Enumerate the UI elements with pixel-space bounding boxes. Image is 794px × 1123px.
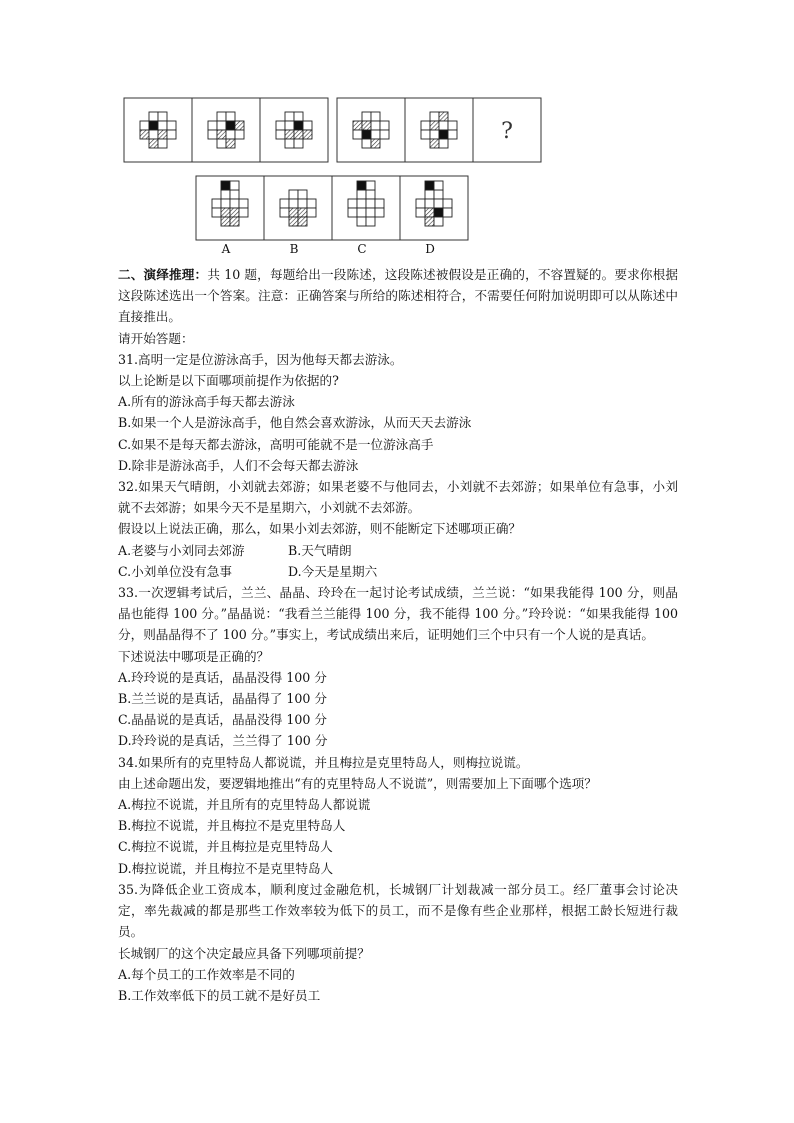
grid-cell — [430, 121, 439, 130]
grid-cell — [285, 112, 294, 121]
grid-cell — [357, 181, 366, 190]
grid-cell — [294, 121, 303, 130]
q31-stem: 31.高明一定是位游泳高手，因为他每天都去游泳。 — [118, 351, 403, 367]
grid-cell — [439, 139, 448, 148]
grid-cell — [353, 121, 362, 130]
q31-option-d: D.除非是游泳高手，人们不会每天都去游泳 — [118, 457, 359, 473]
grid-cell — [443, 208, 452, 217]
grid-cell — [357, 199, 366, 208]
grid-cell — [430, 139, 439, 148]
puzzle-figure — [0, 0, 794, 270]
grid-cell — [366, 217, 375, 226]
grid-cell — [167, 130, 176, 139]
grid-cell — [294, 139, 303, 148]
grid-cell — [434, 190, 443, 199]
grid-cell — [439, 112, 448, 121]
q34-option-b: B.梅拉不说谎，并且梅拉不是克里特岛人 — [118, 818, 346, 834]
grid-cell — [421, 121, 430, 130]
grid-cell — [285, 130, 294, 139]
grid-cell — [276, 121, 285, 130]
question-row — [124, 98, 541, 162]
grid-cell — [217, 139, 226, 148]
grid-cell — [298, 217, 307, 226]
q31-option-c: C.如果不是每天都去游泳，高明可能就不是一位游泳高手 — [118, 436, 434, 452]
grid-cell — [230, 217, 239, 226]
q32-option-c: C.小刘单位没有急事 — [118, 563, 232, 579]
grid-cell — [280, 199, 289, 208]
grid-cell — [448, 121, 457, 130]
q33-option-a: A.玲玲说的是真话，晶晶没得 100 分 — [118, 669, 327, 685]
grid-cell — [298, 208, 307, 217]
grid-cell — [158, 130, 167, 139]
grid-cell — [416, 199, 425, 208]
grid-cell — [366, 208, 375, 217]
option-label-a: A — [221, 242, 231, 256]
grid-cell — [421, 130, 430, 139]
grid-cell — [294, 112, 303, 121]
q34-option-c: C.梅拉不说谎，并且梅拉是克里特岛人 — [118, 839, 333, 855]
grid-cell — [226, 112, 235, 121]
grid-cell — [434, 217, 443, 226]
grid-cell — [221, 181, 230, 190]
grid-cell — [380, 121, 389, 130]
grid-cell — [366, 199, 375, 208]
grid-cell — [221, 199, 230, 208]
grid-cell — [303, 130, 312, 139]
grid-cell — [307, 208, 316, 217]
q32-stem: 32.如果天气晴朗，小刘就去郊游；如果老婆不与他同去，小刘就不去郊游；如果单位有急事，小刘就不去郊游；如果今天不是星期六，小刘就不去郊游。 — [118, 479, 678, 516]
q35-option-a: A.每个员工的工作效率是不同的 — [118, 966, 295, 982]
grid-cell — [221, 190, 230, 199]
q33-stem: 33.一次逻辑考试后，兰兰、晶晶、玲玲在一起讨论考试成绩，兰兰说：“如果我能得 100 分，则晶晶也能得 100 分。”晶晶说：“我看兰兰能得 100 分，我不能得 100 分。”玲玲说：“如果我能得 100 分，则晶晶得不了 100 分。”事实上，考试成绩出来后，证明她们三个中只有一个人说的是真话。 — [118, 585, 678, 643]
grid-cell — [357, 190, 366, 199]
grid-cell — [443, 199, 452, 208]
grid-cell — [239, 208, 248, 217]
grid-cell — [289, 190, 298, 199]
q31-ask: 以上论断是以下面哪项前提作为依据的? — [118, 373, 339, 389]
grid-cell — [226, 139, 235, 148]
grid-cell — [434, 199, 443, 208]
grid-cell — [353, 130, 362, 139]
grid-cell — [357, 217, 366, 226]
grid-cell — [371, 139, 380, 148]
grid-cell — [217, 130, 226, 139]
grid-cell — [375, 208, 384, 217]
q32-options-row-1 — [118, 540, 678, 561]
grid-cell — [217, 112, 226, 121]
question-text — [118, 264, 678, 1006]
q32-options-row-2 — [118, 561, 678, 582]
grid-cell — [425, 217, 434, 226]
grid-cell — [416, 208, 425, 217]
start-prompt: 请开始答题： — [118, 330, 194, 346]
puzzle-figure-svg — [0, 0, 794, 270]
grid-cell — [371, 130, 380, 139]
grid-cell — [439, 130, 448, 139]
q32-option-b: B.天气晴朗 — [288, 542, 352, 558]
q33-option-c: C.晶晶说的是真话，晶晶没得 100 分 — [118, 712, 327, 728]
grid-cell — [280, 208, 289, 217]
grid-cell — [307, 199, 316, 208]
q34-option-a: A.梅拉不说谎，并且所有的克里特岛人都说谎 — [118, 797, 371, 813]
grid-cell — [226, 130, 235, 139]
q33-option-d: D.玲玲说的是真话，兰兰得了 100 分 — [118, 733, 328, 749]
grid-cell — [235, 130, 244, 139]
grid-cell — [276, 130, 285, 139]
q35-option-b: B.工作效率低下的员工就不是好员工 — [118, 987, 321, 1003]
q34-stem: 34.如果所有的克里特岛人都说谎，并且梅拉是克里特岛人，则梅拉说谎。 — [118, 754, 529, 770]
q32-ask: 假设以上说法正确，那么，如果小刘去郊游，则不能断定下述哪项正确？ — [118, 521, 521, 537]
grid-cell — [362, 121, 371, 130]
grid-cell — [221, 217, 230, 226]
grid-cell — [362, 130, 371, 139]
question-mark: ? — [501, 119, 513, 144]
grid-cell — [425, 199, 434, 208]
grid-cell — [226, 121, 235, 130]
grid-cell — [439, 121, 448, 130]
grid-cell — [221, 208, 230, 217]
grid-cell — [212, 199, 221, 208]
section-intro-text: 共 10 题，每题给出一段陈述，这段陈述被假设是正确的，不容置疑的。要求你根据这段陈述选出一个答案。注意：正确答案与所给的陈述相符合，不需要任何附加说明即可以从陈述中直接推出。 — [118, 267, 678, 325]
grid-cell — [235, 121, 244, 130]
grid-cell — [303, 121, 312, 130]
q34-ask: 由上述命题出发，要逻辑地推出“有的克里特岛人不说谎”，则需要加上下面哪个选项？ — [118, 775, 597, 791]
grid-cell — [366, 190, 375, 199]
grid-cell — [448, 130, 457, 139]
grid-cell — [425, 181, 434, 190]
grid-cell — [149, 130, 158, 139]
grid-cell — [158, 112, 167, 121]
grid-cell — [158, 121, 167, 130]
section-intro — [118, 264, 678, 328]
grid-cell — [430, 130, 439, 139]
grid-cell — [212, 208, 221, 217]
grid-cell — [158, 139, 167, 148]
grid-cell — [357, 208, 366, 217]
q31-option-a: A.所有的游泳高手每天都去游泳 — [118, 394, 295, 410]
grid-cell — [434, 181, 443, 190]
grid-cell — [230, 190, 239, 199]
grid-cell — [430, 112, 439, 121]
option-label-b: B — [289, 242, 299, 256]
grid-cell — [230, 199, 239, 208]
grid-cell — [375, 199, 384, 208]
grid-cell — [348, 199, 357, 208]
grid-cell — [366, 181, 375, 190]
section-heading: 二、演绎推理： — [118, 267, 208, 282]
grid-cell — [294, 130, 303, 139]
grid-cell — [230, 208, 239, 217]
grid-cell — [239, 199, 248, 208]
grid-cell — [362, 139, 371, 148]
q35-ask: 长城钢厂的这个决定最应具备下列哪项前提？ — [118, 945, 370, 961]
grid-cell — [285, 139, 294, 148]
grid-cell — [434, 208, 443, 217]
grid-cell — [140, 121, 149, 130]
q31-option-b: B.如果一个人是游泳高手，他自然会喜欢游泳，从而天天去游泳 — [118, 415, 472, 431]
grid-cell — [289, 208, 298, 217]
option-label-c: C — [357, 242, 367, 256]
q32-option-d: D.今天是星期六 — [288, 563, 378, 579]
grid-cell — [289, 199, 298, 208]
grid-cell — [371, 112, 380, 121]
grid-cell — [149, 121, 158, 130]
option-label-d: D — [425, 242, 435, 256]
grid-cell — [348, 208, 357, 217]
q33-ask: 下述说法中哪项是正确的？ — [118, 648, 270, 664]
grid-cell — [298, 190, 307, 199]
grid-cell — [167, 121, 176, 130]
q35-stem: 35.为降低企业工资成本，顺利度过金融危机，长城钢厂计划裁减一部分员工。经厂董事会讨论决定，率先裁减的都是那些工作效率较为低下的员工，而不是像有些企业那样，根据工龄长短进行裁员。 — [118, 881, 678, 940]
grid-cell — [425, 208, 434, 217]
grid-cell — [425, 190, 434, 199]
grid-cell — [298, 199, 307, 208]
grid-cell — [149, 112, 158, 121]
grid-cell — [208, 121, 217, 130]
grid-cell — [140, 130, 149, 139]
grid-cell — [289, 217, 298, 226]
q33-option-b: B.兰兰说的是真话，晶晶得了 100 分 — [118, 691, 328, 707]
grid-cell — [230, 181, 239, 190]
grid-cell — [362, 112, 371, 121]
grid-cell — [208, 130, 217, 139]
grid-cell — [149, 139, 158, 148]
q34-option-d: D.梅拉说谎，并且梅拉不是克里特岛人 — [118, 860, 334, 876]
q32-option-a: A.老婆与小刘同去郊游 — [118, 542, 245, 558]
grid-cell — [371, 121, 380, 130]
grid-cell — [380, 130, 389, 139]
grid-cell — [217, 121, 226, 130]
grid-cell — [285, 121, 294, 130]
